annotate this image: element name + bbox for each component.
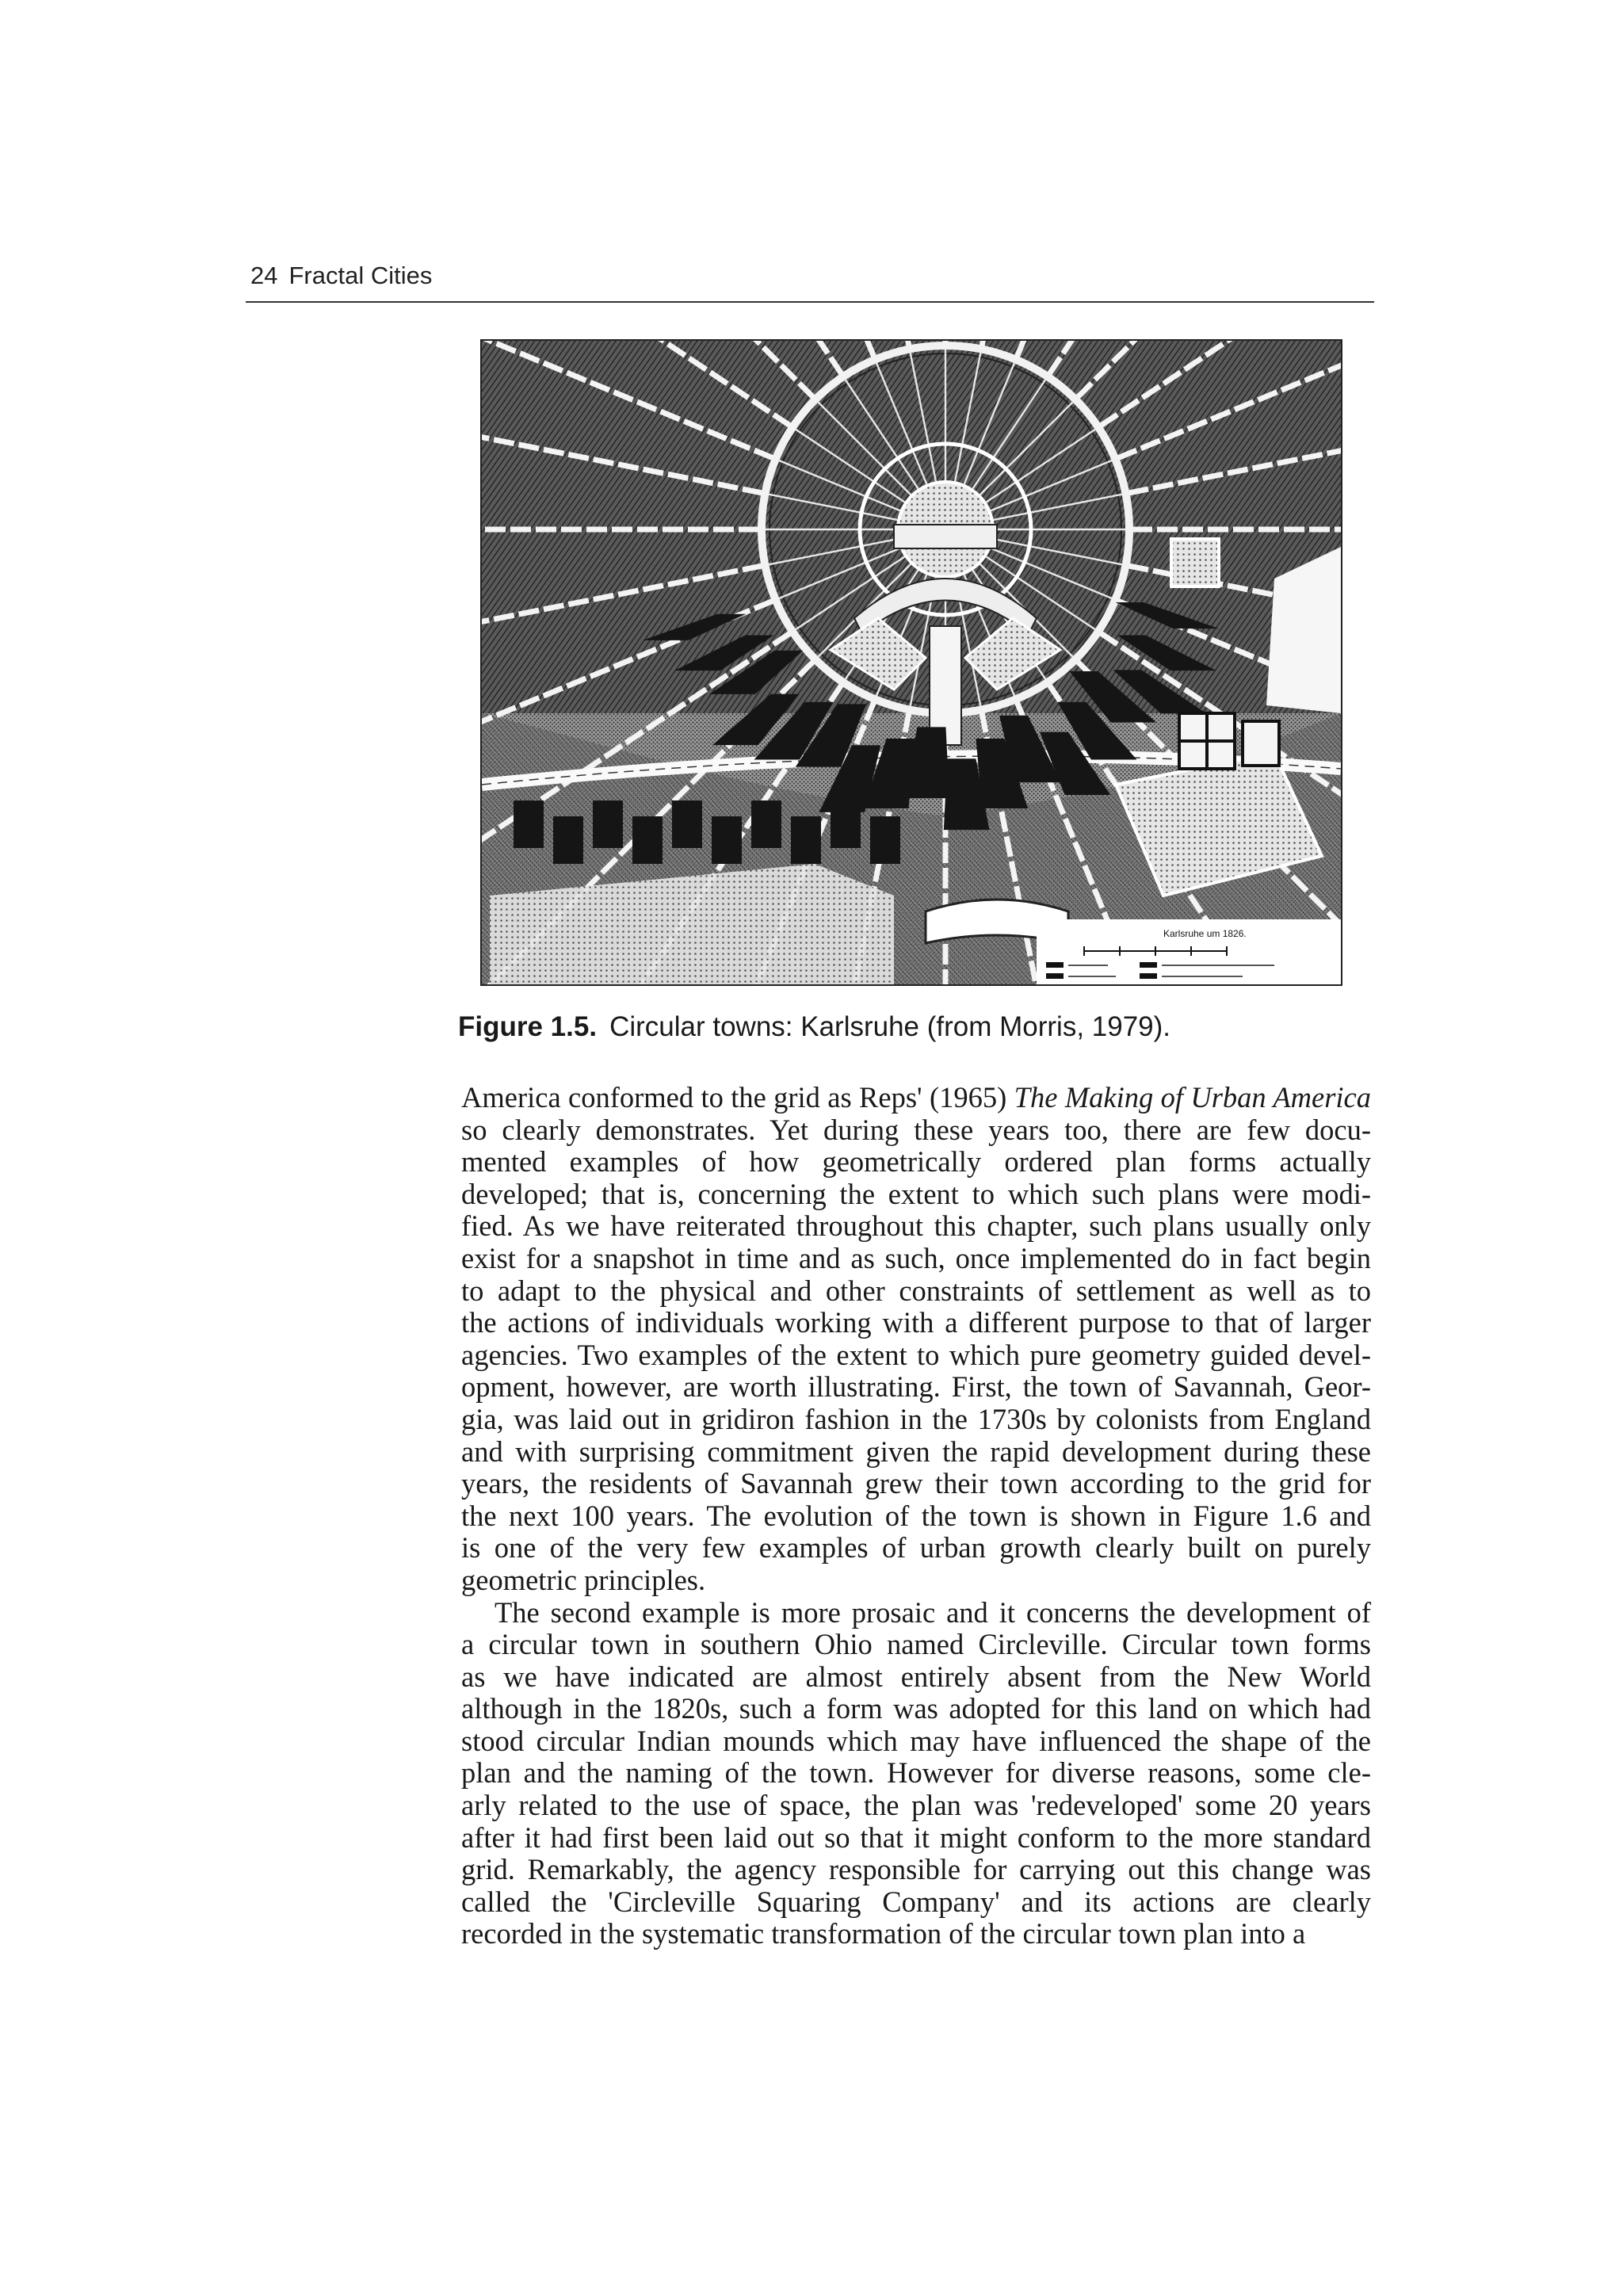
text-line: exist for a snapshot in time and as such, once implemented do in fact begin (461, 1241, 1371, 1274)
town-block (553, 816, 583, 864)
text-line: grid. Remarkably, the agency responsible for carrying out this change was (461, 1853, 1371, 1886)
town-block (831, 800, 861, 848)
text-line: so clearly demonstrates. Yet during these years too, there are few docu- (461, 1113, 1371, 1146)
paragraph (461, 1597, 1371, 1951)
paragraph (461, 1082, 1371, 1597)
town-block (712, 816, 742, 864)
text-line: to adapt to the physical and other constraints of settlement as well as to (461, 1274, 1371, 1307)
text-line: America conformed to the grid as Reps' (1965) The Making of Urban America (461, 1081, 1371, 1114)
figure-caption (458, 1011, 1170, 1043)
text-line: arly related to the use of space, the plan was 'redeveloped' some 20 years (461, 1789, 1371, 1822)
text-line: mented examples of how geometrically ordered plan forms actually (461, 1145, 1371, 1179)
page-number: 24 (250, 262, 278, 289)
text-line: developed; that is, concerning the extent to which such plans were modi- (461, 1177, 1371, 1210)
town-block (593, 800, 623, 848)
text-line: years, the residents of Savannah grew their town according to the grid for (461, 1467, 1371, 1500)
text-line: fied. As we have reiterated throughout this chapter, such plans usually only (461, 1209, 1371, 1243)
text-line: is one of the very few examples of urban growth clearly built on purely (461, 1531, 1371, 1564)
text-line: plan and the naming of the town. However for diverse reasons, some cle- (461, 1756, 1371, 1790)
text-line: the actions of individuals working with a different purpose to that of larger (461, 1306, 1371, 1339)
text-line: as we have indicated are almost entirely absent from the New World (461, 1660, 1371, 1693)
town-block (672, 800, 702, 848)
town-block (514, 800, 544, 848)
book-title: The Making of Urban America (1014, 1081, 1371, 1114)
text-line: agencies. Two examples of the extent to which pure geometry guided devel- (461, 1338, 1371, 1371)
text-line: geometric principles. (461, 1563, 706, 1596)
figure-caption-text: Circular towns: Karlsruhe (from Morris, 1979). (609, 1011, 1171, 1042)
running-head (250, 262, 432, 290)
karlsruhe-plan-map (482, 341, 1341, 984)
figure-label: Figure 1.5. (458, 1011, 598, 1042)
town-block (751, 800, 781, 848)
text-line: a circular town in southern Ohio named Circleville. Circular town forms (461, 1628, 1371, 1661)
text-line: and with surprising commitment given the rapid development during these (461, 1435, 1371, 1468)
text-line: called the 'Circleville Squaring Company' and its actions are clearly (461, 1885, 1371, 1918)
karlsruhe-plan-figure (480, 339, 1342, 986)
text-line: The second example is more prosaic and it concerns the development of (495, 1595, 1371, 1629)
text-line: opment, however, are worth illustrating. First, the town of Savannah, Geor- (461, 1370, 1371, 1404)
body-text (461, 1082, 1371, 1950)
text-line: after it had first been laid out so that it might conform to the more standard (461, 1820, 1371, 1854)
header-rule (246, 301, 1374, 303)
town-block (870, 816, 900, 864)
text-line: stood circular Indian mounds which may have influenced the shape of the (461, 1724, 1371, 1757)
town-block (791, 816, 821, 864)
text-line: the next 100 years. The evolution of the town is shown in Figure 1.6 and (461, 1499, 1371, 1532)
text-line: gia, was laid out in gridiron fashion in the 1730s by colonists from England (461, 1402, 1371, 1435)
text-line: although in the 1820s, such a form was adopted for this land on which had (461, 1692, 1371, 1725)
text-line: recorded in the systematic transformation of the circular town plan into a (461, 1917, 1306, 1950)
map-title: Karlsruhe um 1826. (1163, 928, 1247, 939)
running-title: Fractal Cities (288, 262, 433, 289)
town-block (632, 816, 663, 864)
